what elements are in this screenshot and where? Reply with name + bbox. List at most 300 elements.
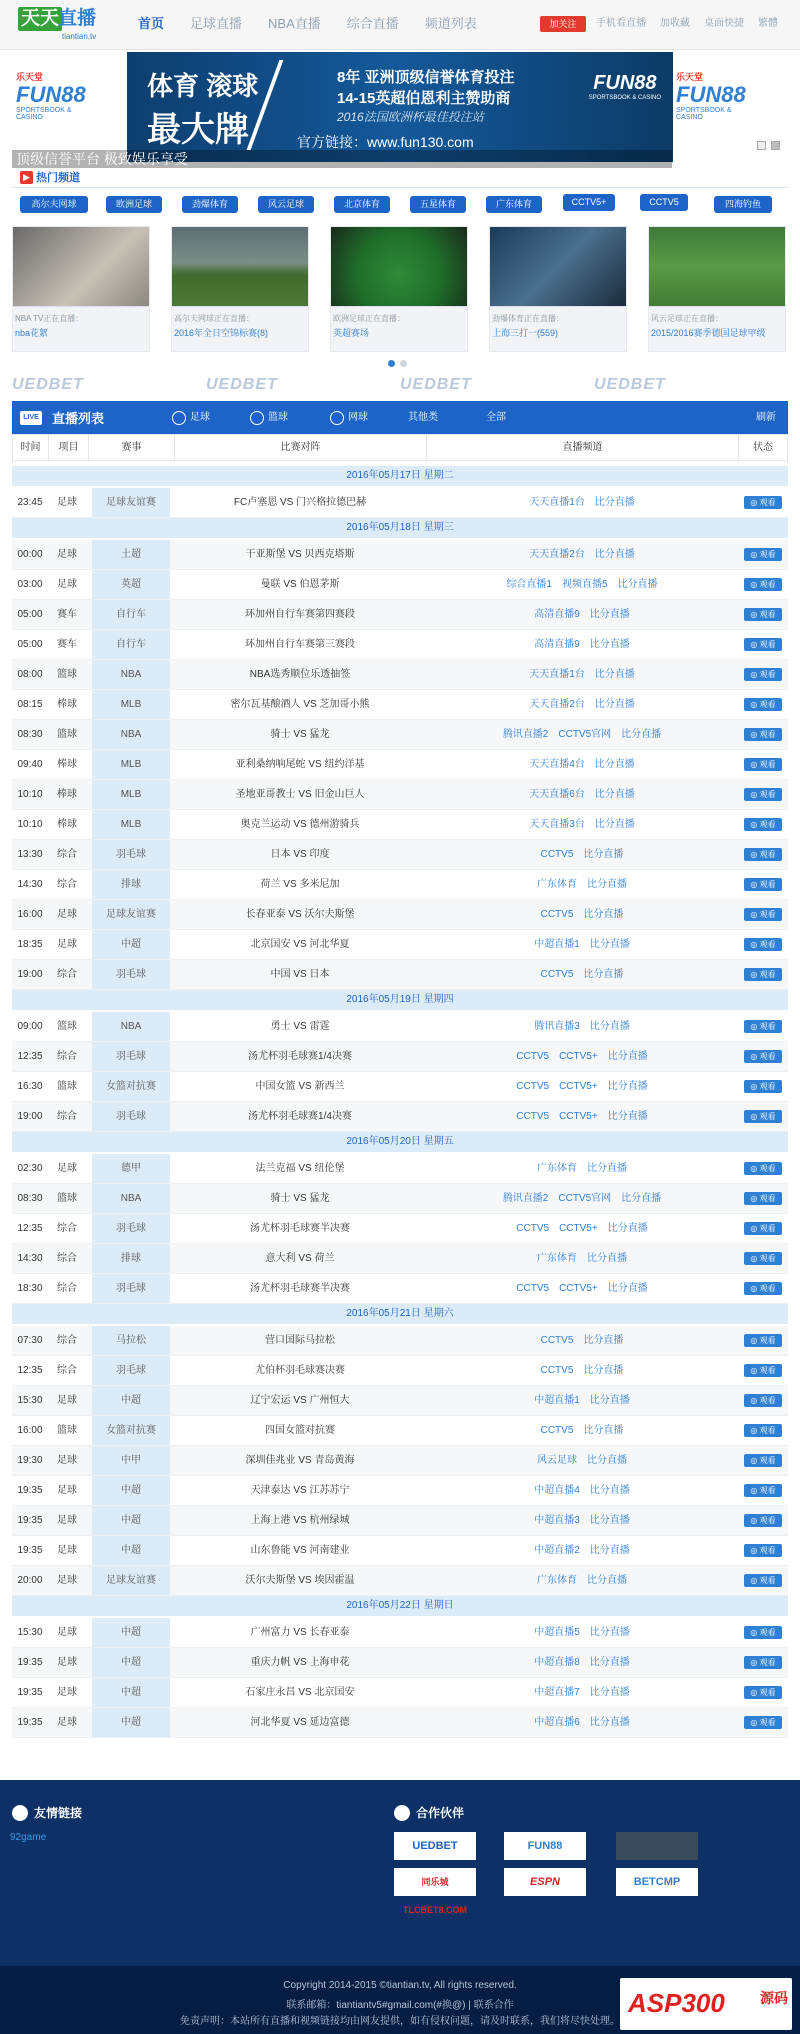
match-league: 女篮对抗赛 (92, 1416, 170, 1445)
watch-button[interactable]: ◎ 观看 (744, 1080, 782, 1093)
match-league: 排球 (92, 870, 170, 899)
watch-button[interactable]: ◎ 观看 (744, 1222, 782, 1235)
match-channels (426, 750, 738, 779)
date-row: 2016年05月20日 星期五 (12, 1132, 788, 1152)
channel-link[interactable]: 比分直播 (587, 1253, 627, 1264)
channel-link[interactable]: 比分直播 (594, 497, 635, 508)
match-channels (426, 1244, 738, 1273)
watch-button[interactable]: ◎ 观看 (744, 1454, 782, 1467)
channel-link[interactable]: 比分直播 (607, 1051, 648, 1062)
main-nav (125, 0, 490, 50)
thumb-image (172, 227, 308, 307)
partner-logo[interactable]: 同乐城 TLCBET8.COM (394, 1868, 476, 1896)
channel-link[interactable]: 比分直播 (594, 789, 635, 800)
channel-link[interactable]: 比分直播 (594, 669, 635, 680)
date-row: 2016年05月19日 星期四 (12, 990, 788, 1010)
thumb-card[interactable] (648, 226, 786, 352)
watch-button[interactable]: ◎ 观看 (744, 968, 782, 981)
channel-link[interactable]: CCTV5+ (559, 1081, 598, 1092)
match-title: 山东鲁能 VS 河南建业 (250, 1545, 350, 1556)
match-title: 营口国际马拉松 (265, 1335, 335, 1346)
match-status (738, 1648, 788, 1677)
channel-link[interactable]: 比分直播 (621, 1193, 662, 1204)
banner-line-1: 8年 亚洲顶级信誉体育投注 (337, 69, 515, 86)
hot-icon: ▶ (20, 171, 33, 184)
channel-link[interactable]: 腾讯直播3 (534, 1021, 580, 1032)
table-row (12, 930, 788, 960)
watch-button[interactable]: ◎ 观看 (744, 848, 782, 861)
banner-pager-1[interactable] (757, 141, 766, 150)
watch-button[interactable]: ◎ 观看 (744, 1282, 782, 1295)
watch-button[interactable]: ◎ 观看 (744, 1050, 782, 1063)
nav-general[interactable]: 综合直播 (346, 16, 399, 31)
channel-link[interactable]: 高清直播9 (534, 639, 580, 650)
channel-link[interactable]: 比分直播 (589, 1627, 630, 1638)
nav-home[interactable]: 首页 (138, 16, 165, 31)
watch-button[interactable]: ◎ 观看 (744, 668, 782, 681)
channel-link[interactable]: 比分直播 (587, 1575, 627, 1586)
channel-link[interactable]: 比分直播 (589, 1515, 630, 1526)
match-channels (426, 1154, 738, 1183)
watch-button[interactable]: ◎ 观看 (744, 1716, 782, 1729)
match-league: 羽毛球 (92, 1214, 170, 1243)
match-status (738, 1356, 788, 1385)
channel-link[interactable]: 高清直播9 (534, 609, 580, 620)
watch-button[interactable]: ◎ 观看 (744, 878, 782, 891)
match-title: FC卢塞恩 VS 门兴格拉德巴赫 (233, 497, 367, 508)
channel-link[interactable]: 广东体育 (537, 1253, 577, 1264)
channel-link[interactable]: CCTV5+ (559, 1111, 598, 1122)
watch-button[interactable]: ◎ 观看 (744, 1626, 782, 1639)
channel-link[interactable]: CCTV5官网 (558, 729, 612, 740)
friend-links-title (12, 1804, 82, 1821)
watch-button[interactable]: ◎ 观看 (744, 698, 782, 711)
watch-button[interactable]: ◎ 观看 (744, 788, 782, 801)
channel-link[interactable]: 比分直播 (607, 1283, 648, 1294)
channel-link[interactable]: CCTV5 (516, 1081, 550, 1092)
match-sport: 足球 (57, 579, 77, 590)
thumb-card[interactable] (171, 226, 309, 352)
send-icon (12, 1805, 28, 1821)
match-channels (426, 1648, 738, 1677)
watch-button[interactable]: ◎ 观看 (744, 908, 782, 921)
thumb-image (490, 227, 626, 307)
match-status (738, 1274, 788, 1303)
desktop-shortcut-link[interactable]: 桌面快捷 (704, 18, 744, 29)
channel-link[interactable]: 广东体育 (537, 1163, 577, 1174)
match-title: 北京国安 VS 河北华夏 (250, 939, 350, 950)
match-channels (426, 600, 738, 629)
channel-link[interactable]: 天天直播4台 (529, 759, 585, 770)
channel-link[interactable]: CCTV5 (540, 969, 574, 980)
bookmark-link[interactable]: 加收藏 (660, 18, 690, 29)
channel-chip[interactable]: 劲爆体育 (182, 196, 238, 213)
sponsor-logo[interactable]: UEDBET (400, 376, 472, 393)
banner[interactable] (0, 50, 800, 165)
match-title: 中国 VS 日本 (270, 969, 330, 980)
banner-ad[interactable] (127, 52, 673, 162)
match-sport: 棒球 (57, 789, 77, 800)
match-channels (426, 870, 738, 899)
brand-top: 乐天堂 (16, 72, 44, 82)
match-sport: 综合 (57, 1111, 77, 1122)
channel-link[interactable]: 比分直播 (589, 939, 630, 950)
partner-logo[interactable]: ESPN (504, 1868, 586, 1896)
match-league: 自行车 (92, 630, 170, 659)
hot-channels-title (20, 168, 80, 186)
match-time: 19:35 (17, 1687, 43, 1698)
match-time: 00:00 (17, 549, 43, 560)
thumb-card[interactable] (489, 226, 627, 352)
channel-link[interactable]: CCTV5 (516, 1223, 550, 1234)
watch-button[interactable]: ◎ 观看 (744, 728, 782, 741)
channel-link[interactable]: CCTV5+ (559, 1283, 598, 1294)
table-row (12, 570, 788, 600)
match-sport: 足球 (57, 1687, 77, 1698)
match-time: 12:35 (17, 1365, 43, 1376)
match-sport: 综合 (57, 849, 77, 860)
match-status (738, 690, 788, 719)
match-channels (426, 1214, 738, 1243)
footer-links-section (0, 1780, 800, 1966)
channel-link[interactable]: 比分直播 (587, 1163, 627, 1174)
nav-nba[interactable]: NBA直播 (268, 16, 321, 31)
thumb-title[interactable]: 上海三打一(559) (492, 328, 559, 338)
match-league: 足球友谊赛 (92, 488, 170, 517)
tab-basketball[interactable] (250, 401, 330, 434)
match-channels (426, 1678, 738, 1707)
banner-left-brand (16, 70, 96, 130)
channel-link[interactable]: 中超直播5 (534, 1627, 580, 1638)
watch-button[interactable]: ◎ 观看 (744, 1110, 782, 1123)
match-channels (426, 660, 738, 689)
thumb-card[interactable] (330, 226, 468, 352)
mobile-link[interactable]: 手机看直播 (596, 18, 646, 29)
channel-link[interactable]: 比分直播 (589, 1485, 630, 1496)
match-title: 河北华夏 VS 延边富德 (250, 1717, 350, 1728)
top-navigation (0, 0, 800, 50)
match-channels (426, 1476, 738, 1505)
table-row (12, 840, 788, 870)
match-status (738, 1446, 788, 1475)
channel-chip[interactable]: 欧洲足球 (106, 196, 162, 213)
channel-link[interactable]: 天天直播2台 (529, 699, 585, 710)
sponsor-logo[interactable]: UEDBET (594, 376, 666, 393)
match-league: 中超 (92, 1618, 170, 1647)
watch-button[interactable]: ◎ 观看 (744, 638, 782, 651)
channel-link[interactable]: CCTV5+ (559, 1051, 598, 1062)
channel-link[interactable]: 天天直播6台 (529, 789, 585, 800)
partner-logo[interactable]: UEDBET (394, 1832, 476, 1860)
carousel-dot-active[interactable] (388, 360, 395, 367)
site-logo[interactable] (18, 7, 110, 43)
tab-label: 其他类 (408, 412, 438, 423)
channel-chip[interactable]: 五星体育 (410, 196, 466, 213)
channel-link[interactable]: CCTV5 (540, 1365, 574, 1376)
match-league: 女篮对抗赛 (92, 1072, 170, 1101)
channel-link[interactable]: 中超直播2 (534, 1545, 580, 1556)
match-league: 羽毛球 (92, 1042, 170, 1071)
match-league: 中超 (92, 1678, 170, 1707)
brand-name: FUN88 (16, 82, 86, 107)
sponsor-logo[interactable]: UEDBET (206, 376, 278, 393)
partner-logo[interactable]: BETCMP (616, 1868, 698, 1896)
match-time: 19:35 (17, 1515, 43, 1526)
channel-chip[interactable]: 四海钓鱼 (714, 196, 772, 213)
carousel-dot[interactable] (400, 360, 407, 367)
channel-link[interactable]: 比分直播 (583, 1425, 624, 1436)
channel-link[interactable]: 比分直播 (617, 579, 658, 590)
nav-channels[interactable]: 频道列表 (424, 16, 477, 31)
match-time: 10:10 (17, 819, 43, 830)
match-title: 法兰克福 VS 纽伦堡 (255, 1163, 345, 1174)
channel-chip[interactable]: 风云足球 (258, 196, 314, 213)
match-channels (426, 1386, 738, 1415)
date-row: 2016年05月21日 星期六 (12, 1304, 788, 1324)
match-time: 07:30 (17, 1335, 43, 1346)
channel-link[interactable]: CCTV5官网 (558, 1193, 612, 1204)
channel-link[interactable]: 比分直播 (589, 1657, 630, 1668)
match-status (738, 1154, 788, 1183)
match-status (738, 1386, 788, 1415)
weibo-follow-button[interactable] (540, 16, 586, 32)
thumb-title[interactable]: nba花絮 (15, 328, 49, 338)
thumb-title[interactable]: 2015/2016赛季德国足球甲级 (651, 328, 766, 338)
match-time: 19:00 (17, 969, 43, 980)
watch-button[interactable]: ◎ 观看 (744, 758, 782, 771)
match-league: 中超 (92, 1708, 170, 1737)
channel-link[interactable]: 比分直播 (621, 729, 662, 740)
match-status (738, 750, 788, 779)
watch-button[interactable]: ◎ 观看 (744, 1162, 782, 1175)
watch-button[interactable]: ◎ 观看 (744, 608, 782, 621)
channel-link[interactable]: CCTV5 (540, 1425, 574, 1436)
channel-link[interactable]: 中超直播1 (534, 1395, 580, 1406)
channel-chip[interactable]: CCTV5 (640, 194, 688, 211)
channel-link[interactable]: 风云足球 (537, 1455, 577, 1466)
match-status (738, 600, 788, 629)
watch-button[interactable]: ◎ 观看 (744, 1334, 782, 1347)
thumb-title[interactable]: 2016年全日空锦标赛(8) (174, 328, 269, 338)
channel-link[interactable]: 比分直播 (589, 1021, 630, 1032)
channel-chip[interactable]: 广东体育 (486, 196, 542, 213)
watch-button[interactable]: ◎ 观看 (744, 1574, 782, 1587)
channel-link[interactable]: 比分直播 (594, 819, 635, 830)
table-row (12, 1042, 788, 1072)
channel-link[interactable]: 比分直播 (589, 1717, 630, 1728)
match-league: 排球 (92, 1244, 170, 1273)
tab-other[interactable] (408, 401, 486, 434)
channel-link[interactable]: CCTV5 (540, 909, 574, 920)
nav-football[interactable]: 足球直播 (190, 16, 243, 31)
logo-mark: 天天 (18, 7, 62, 31)
channel-link[interactable]: 中超直播1 (534, 939, 580, 950)
match-channels (426, 1356, 738, 1385)
match-time: 15:30 (17, 1395, 43, 1406)
channel-link[interactable]: 中超直播6 (534, 1717, 580, 1728)
table-row (12, 540, 788, 570)
table-row (12, 1214, 788, 1244)
sponsor-logo[interactable]: UEDBET (12, 376, 84, 393)
brand-sub: SPORTSBOOK & CASINO (676, 107, 732, 121)
watch-button[interactable]: ◎ 观看 (744, 548, 782, 561)
match-title: 日本 VS 印度 (270, 849, 330, 860)
watch-button[interactable]: ◎ 观看 (744, 818, 782, 831)
channel-link[interactable]: 比分直播 (594, 549, 635, 560)
channel-link[interactable]: 比分直播 (587, 1455, 627, 1466)
watch-button[interactable]: ◎ 观看 (744, 496, 782, 509)
match-league: 足球友谊赛 (92, 900, 170, 929)
channel-link[interactable]: 比分直播 (589, 639, 630, 650)
channel-chip[interactable]: 高尔夫网球 (20, 196, 88, 213)
channel-link[interactable]: 中超直播7 (534, 1687, 580, 1698)
channel-link[interactable]: 比分直播 (589, 1395, 630, 1406)
channel-link[interactable]: 广东体育 (537, 879, 577, 890)
match-time: 08:30 (17, 1193, 43, 1204)
match-status (738, 1102, 788, 1131)
channel-link[interactable]: 广东体育 (537, 1575, 577, 1586)
col-time: 时间 (13, 435, 49, 460)
table-row (12, 1416, 788, 1446)
channel-link[interactable]: 中超直播4 (534, 1485, 580, 1496)
match-time: 08:00 (17, 669, 43, 680)
channel-link[interactable]: 比分直播 (594, 759, 635, 770)
match-title: 亚利桑纳响尾蛇 VS 纽约洋基 (235, 759, 365, 770)
channel-link[interactable]: 视频直播5 (562, 579, 608, 590)
col-sport: 项目 (49, 435, 89, 460)
watch-button[interactable]: ◎ 观看 (744, 938, 782, 951)
tab-tennis[interactable] (330, 401, 408, 434)
watch-button[interactable]: ◎ 观看 (744, 1686, 782, 1699)
channel-link[interactable]: 比分直播 (587, 879, 627, 890)
table-row (12, 870, 788, 900)
watch-button[interactable]: ◎ 观看 (744, 1020, 782, 1033)
match-title: 荷兰 VS 多米尼加 (260, 879, 340, 890)
channel-link[interactable]: 比分直播 (607, 1081, 648, 1092)
match-time: 19:00 (17, 1111, 43, 1122)
table-row (12, 1708, 788, 1738)
channel-link[interactable]: 比分直播 (594, 699, 635, 710)
channel-link[interactable]: CCTV5 (516, 1111, 550, 1122)
channel-link[interactable]: 比分直播 (583, 1335, 624, 1346)
match-status (738, 540, 788, 569)
channel-link[interactable]: 天天直播1台 (529, 497, 585, 508)
channel-link[interactable]: 天天直播1台 (529, 669, 585, 680)
banner-pager-2[interactable] (771, 141, 780, 150)
watch-button[interactable]: ◎ 观看 (744, 1656, 782, 1669)
match-title: 上海上港 VS 杭州绿城 (250, 1515, 350, 1526)
match-sport: 棒球 (57, 819, 77, 830)
channel-link[interactable]: 比分直播 (607, 1111, 648, 1122)
channel-link[interactable]: 天天直播2台 (529, 549, 585, 560)
channel-link[interactable]: 天天直播3台 (529, 819, 585, 830)
table-row (12, 690, 788, 720)
match-title: 天津泰达 VS 江苏苏宁 (250, 1485, 350, 1496)
watch-button[interactable]: ◎ 观看 (744, 1192, 782, 1205)
channel-link[interactable]: 比分直播 (607, 1223, 648, 1234)
channel-link[interactable]: CCTV5 (540, 849, 574, 860)
schedule-table-header (12, 434, 788, 461)
match-time: 19:35 (17, 1717, 43, 1728)
watch-button[interactable]: ◎ 观看 (744, 1394, 782, 1407)
watch-button[interactable]: ◎ 观看 (744, 1484, 782, 1497)
asp300-logo[interactable] (620, 1978, 792, 2030)
channel-link[interactable]: 比分直播 (583, 849, 624, 860)
brand-sub: SPORTSBOOK & CASINO (16, 107, 72, 121)
table-row (12, 1446, 788, 1476)
channel-link[interactable]: CCTV5 (540, 1335, 574, 1346)
match-channels (426, 570, 738, 599)
table-row (12, 1072, 788, 1102)
channel-link[interactable]: 腾讯直播2 (502, 1193, 549, 1204)
watch-button[interactable]: ◎ 观看 (744, 578, 782, 591)
watch-button[interactable]: ◎ 观看 (744, 1252, 782, 1265)
partner-logo[interactable] (616, 1832, 698, 1860)
friend-link[interactable]: 92game (10, 1832, 47, 1843)
refresh-button[interactable]: 刷新 (756, 412, 776, 423)
watch-button[interactable]: ◎ 观看 (744, 1364, 782, 1377)
channel-link[interactable]: CCTV5+ (559, 1223, 598, 1234)
channel-link[interactable]: CCTV5 (516, 1283, 550, 1294)
logo-text: 直播 (58, 8, 97, 29)
match-title: 汤尤杯羽毛球赛1/4决赛 (248, 1111, 352, 1122)
channel-link[interactable]: 比分直播 (589, 609, 630, 620)
table-row (12, 1648, 788, 1678)
match-time: 09:40 (17, 759, 43, 770)
tab-label: 全部 (486, 412, 506, 423)
banner-brand-logo (589, 72, 661, 101)
channel-link[interactable]: 中超直播3 (534, 1515, 580, 1526)
tab-football[interactable] (172, 401, 250, 434)
match-sport: 篮球 (57, 1425, 77, 1436)
watch-button[interactable]: ◎ 观看 (744, 1514, 782, 1527)
partners-title (394, 1804, 464, 1821)
live-thumbnails (12, 226, 788, 354)
match-channels (426, 1012, 738, 1041)
watch-button[interactable]: ◎ 观看 (744, 1424, 782, 1437)
tab-all[interactable] (486, 401, 546, 434)
match-sport: 足球 (57, 497, 77, 508)
channel-link[interactable]: 中超直播8 (534, 1657, 580, 1668)
disclaimer: 免责声明：本站所有直播和视频链接均由网友提供，如有侵权问题，请及时联系，我们将尽快处理。 (180, 2016, 620, 2027)
table-row (12, 1154, 788, 1184)
thumb-card[interactable] (12, 226, 150, 352)
match-channels (426, 1274, 738, 1303)
channel-link[interactable]: 综合直播1 (506, 579, 552, 590)
channel-link[interactable]: 比分直播 (583, 969, 624, 980)
watch-button[interactable]: ◎ 观看 (744, 1544, 782, 1557)
channel-link[interactable]: 比分直播 (589, 1687, 630, 1698)
contact: 联系邮箱：tiantiantv5#gmail.com(#换@) | 联系合作 (286, 2000, 514, 2011)
partner-logo[interactable]: FUN88 (504, 1832, 586, 1860)
channel-link[interactable]: 腾讯直播2 (502, 729, 549, 740)
match-title: 干亚斯堡 VS 贝西克塔斯 (245, 549, 355, 560)
match-status (738, 660, 788, 689)
traditional-chinese-link[interactable]: 繁體 (758, 18, 778, 29)
channel-link[interactable]: 比分直播 (583, 1365, 624, 1376)
thumb-title[interactable]: 英超赛场 (333, 328, 370, 338)
channel-link[interactable]: 比分直播 (589, 1545, 630, 1556)
match-status (738, 1708, 788, 1737)
match-title: 深圳佳兆业 VS 青岛黄海 (245, 1455, 355, 1466)
channel-link[interactable]: 比分直播 (583, 909, 624, 920)
match-status (738, 1184, 788, 1213)
channel-chip[interactable]: CCTV5+ (563, 194, 615, 211)
channel-chip[interactable]: 北京体育 (334, 196, 390, 213)
match-status (738, 840, 788, 869)
match-sport: 篮球 (57, 1193, 77, 1204)
channel-link[interactable]: CCTV5 (516, 1051, 550, 1062)
